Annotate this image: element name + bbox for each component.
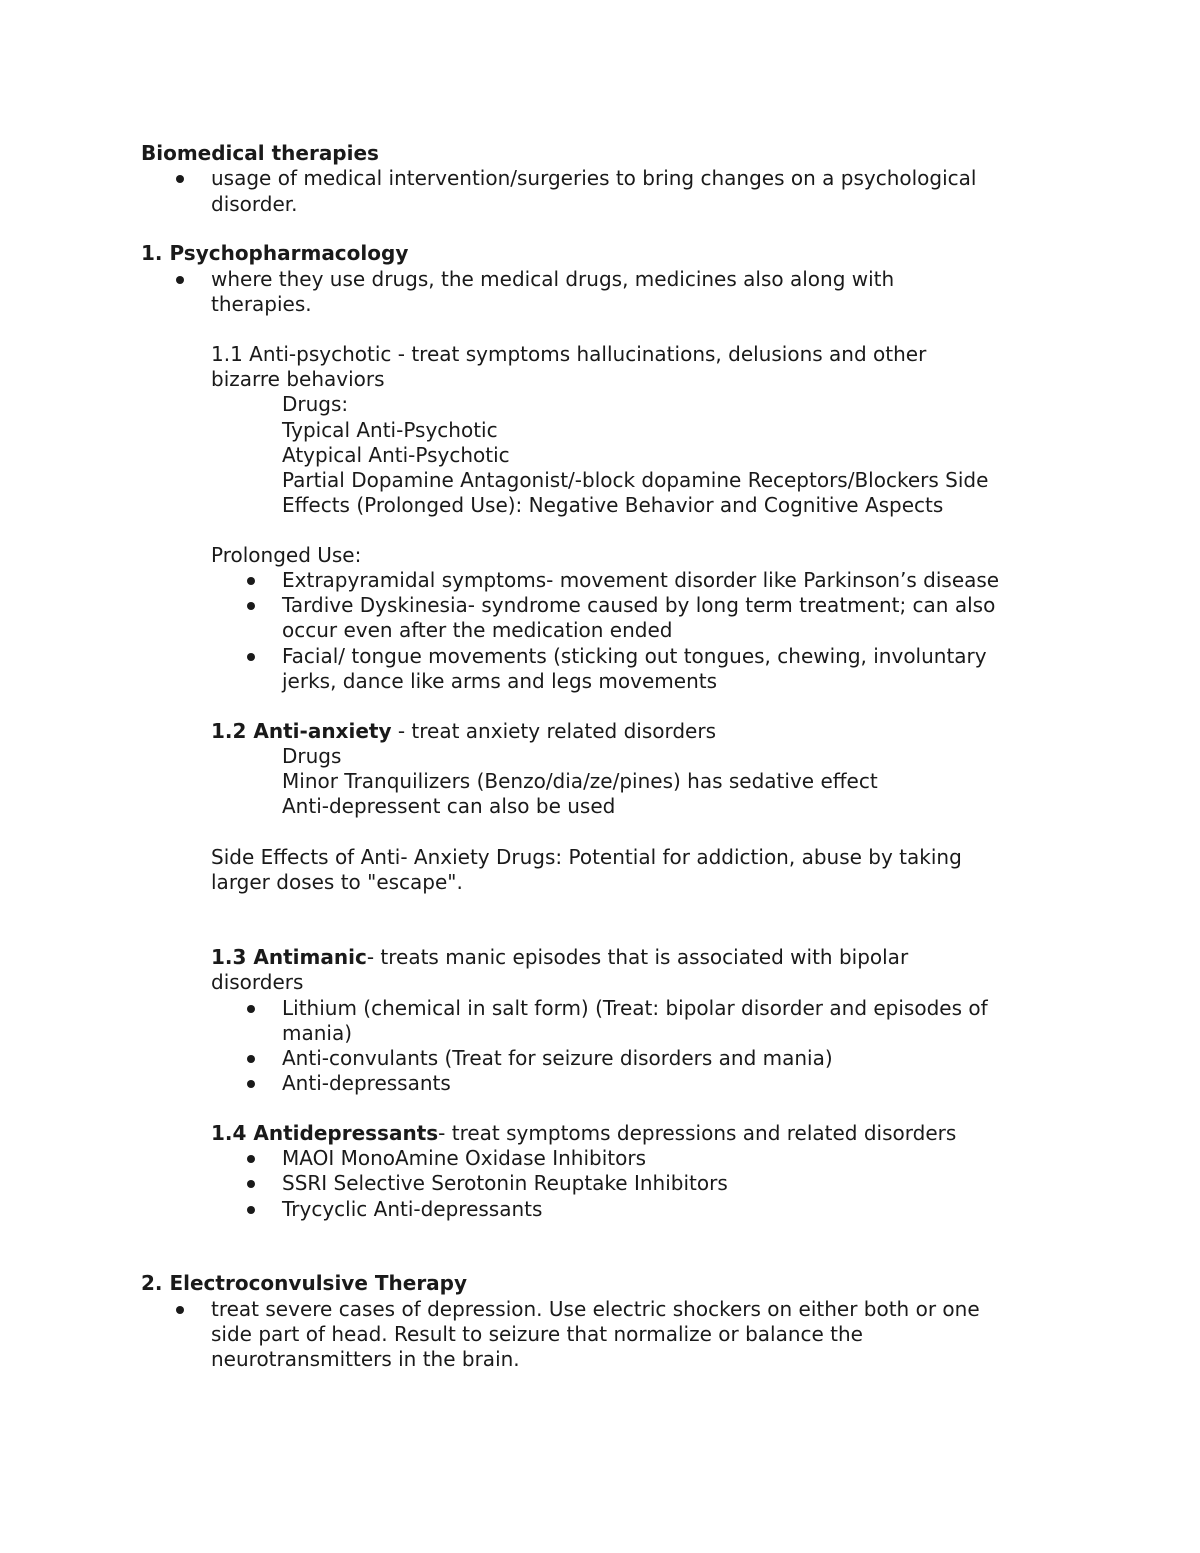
bullet-icon [247,602,255,610]
subsection-text: bizarre behaviors [211,367,385,391]
subsection-heading: 1.1 Anti-psychotic - treat symptoms hallucinations, delusions and other [211,342,927,366]
list-item: Anti-depressants [282,1071,451,1095]
subsection-text: - treats manic episodes that is associated with bipolar [366,945,909,969]
drug-line: Minor Tranquilizers (Benzo/dia/ze/pines) has sedative effect [282,769,878,793]
subsection-number: 1.2 Anti-anxiety [211,719,392,743]
subsection-text: - treat anxiety related disorders [391,719,716,743]
bullet-icon [247,1055,255,1063]
intro-text: disorder. [211,192,298,216]
list-item: Anti-convulants (Treat for seizure disorders and mania) [282,1046,833,1070]
subsection-text: disorders [211,970,304,994]
drug-line: Drugs: [282,392,349,416]
section-heading: 1. Psychopharmacology [141,241,409,265]
bullet-icon [247,1080,255,1088]
bullet-icon [176,276,184,284]
bullet-icon [247,653,255,661]
section-text: treat severe cases of depression. Use electric shockers on either both or one [211,1297,980,1321]
list-item: jerks, dance like arms and legs movements [282,669,718,693]
drug-line: Partial Dopamine Antagonist/-block dopamine Receptors/Blockers Side [282,468,989,492]
section-text: where they use drugs, the medical drugs, medicines also along with [211,267,895,291]
drug-line: Anti-depressent can also be used [282,794,616,818]
list-item: Tardive Dyskinesia- syndrome caused by long term treatment; can also [282,593,996,617]
subsection-text: - treat symptoms depressions and related disorders [438,1121,957,1145]
list-item: SSRI Selective Serotonin Reuptake Inhibitors [282,1171,728,1195]
document-title: Biomedical therapies [141,141,379,165]
list-item: MAOI MonoAmine Oxidase Inhibitors [282,1146,646,1170]
intro-text: usage of medical intervention/surgeries to bring changes on a psychological [211,166,977,190]
bullet-icon [247,1206,255,1214]
subsection-heading [211,945,908,970]
list-item: Extrapyramidal symptoms- movement disorder like Parkinson’s disease [282,568,1000,592]
section-text: neurotransmitters in the brain. [211,1347,520,1371]
drug-line: Effects (Prolonged Use): Negative Behavior and Cognitive Aspects [282,493,944,517]
bullet-icon [247,1180,255,1188]
section-text: side part of head. Result to seizure that normalize or balance the [211,1322,863,1346]
section-text: therapies. [211,292,312,316]
prolonged-label: Prolonged Use: [211,543,362,567]
drug-line: Typical Anti-Psychotic [282,418,498,442]
drug-line: Drugs [282,744,342,768]
list-item: Trycyclic Anti-depressants [282,1197,543,1221]
side-effects-text: larger doses to "escape". [211,870,463,894]
drug-line: Atypical Anti-Psychotic [282,443,510,467]
list-item: mania) [282,1021,353,1045]
list-item: Facial/ tongue movements (sticking out tongues, chewing, involuntary [282,644,987,668]
section-heading: 2. Electroconvulsive Therapy [141,1271,468,1295]
bullet-icon [247,577,255,585]
bullet-icon [247,1005,255,1013]
list-item: occur even after the medication ended [282,618,673,642]
subsection-number: 1.4 Antidepressants [211,1121,439,1145]
subsection-heading [211,1121,956,1146]
list-item: Lithium (chemical in salt form) (Treat: bipolar disorder and episodes of [282,996,988,1020]
bullet-icon [176,1306,184,1314]
subsection-number: 1.3 Antimanic [211,945,367,969]
subsection-heading [211,719,716,744]
bullet-icon [247,1155,255,1163]
bullet-icon [176,175,184,183]
side-effects-text: Side Effects of Anti- Anxiety Drugs: Potential for addiction, abuse by taking [211,845,962,869]
